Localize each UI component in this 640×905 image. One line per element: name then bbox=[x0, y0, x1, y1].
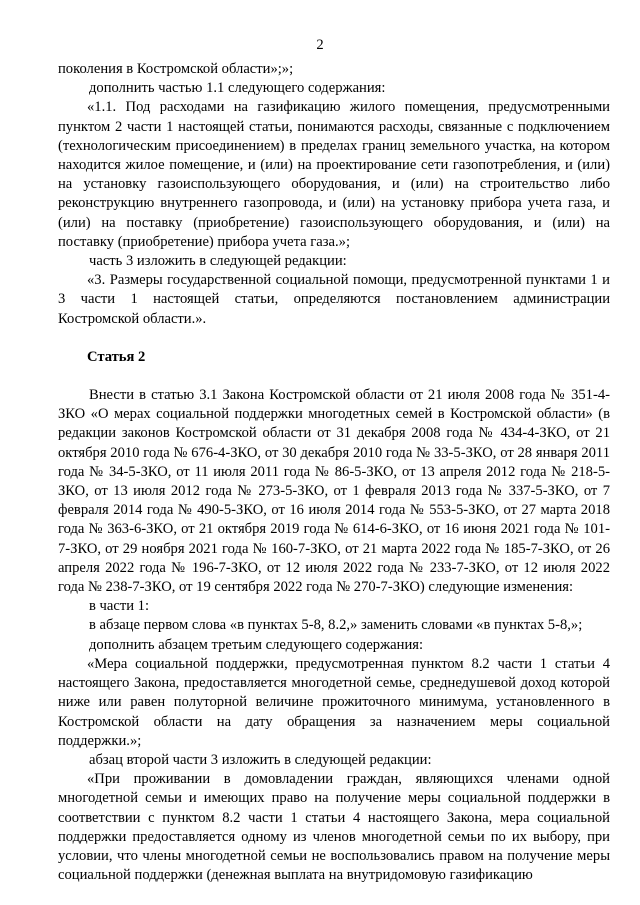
paragraph: в части 1: bbox=[89, 598, 150, 615]
page-number: 2 bbox=[316, 37, 324, 53]
article-heading: Статья 2 bbox=[87, 348, 146, 365]
paragraph: «При проживании в домовладении граждан, являющихся членами одной многодетной семьи и имеющих право на получение меры социальной поддержки в соответствии с пунктом 8.2 части 1 статьи 4 настоящего Закона, мера социальной поддержки предоставляется одному из членов многодетной семьи по их выбору, при условии, что члены многодетной семьи не воспользовались правом на получение меры социальной поддержки (денежная выплата на внутридомовую газификацию bbox=[58, 771, 610, 884]
paragraph: Внести в статью 3.1 Закона Костромской области от 21 июля 2008 года № 351-4-ЗКО «О мерах социальной поддержки многодетных семей в Костромской области» (в редакции законов Костромской области от 31 декабря 2008 года № 434-4-ЗКО, от 21 октября 2010 года № 676-4-ЗКО, от 30 декабря 2010 года № 33-5-ЗКО, от 28 января 2011 года № 34-5-ЗКО, от 11 июля 2011 года № 86-5-ЗКО, от 13 апреля 2012 года № 218-5-ЗКО, от 13 июля 2012 года № 273-5-ЗКО, от 1 февраля 2013 года № 337-5-ЗКО, от 7 февраля 2014 года № 490-5-ЗКО, от 16 июля 2014 года № 553-5-ЗКО, от 27 марта 2018 года № 363-6-ЗКО, от 21 октября 2019 года № 614-6-ЗКО, от 16 июня 2021 года № 101-7-ЗКО, от 29 ноября 2021 года № 160-7-ЗКО, от 21 марта 2022 года № 185-7-ЗКО, от 26 апреля 2022 года № 196-7-ЗКО, от 12 июля 2022 года № 233-7-ЗКО, от 12 июля 2022 года № 238-7-ЗКО, от 19 сентября 2022 года № 270-7-ЗКО) следующие изменения: bbox=[58, 387, 610, 596]
paragraph: поколения в Костромской области»;»; bbox=[58, 61, 294, 77]
document-body bbox=[58, 60, 610, 885]
paragraph: «Мера социальной поддержки, предусмотренная пунктом 8.2 части 1 статьи 4 настоящего Закона, предоставляется многодетной семье, среднедушевой доход которой ниже или равен полуторной величине прожиточного минимума, установленного в Костромской области на дату обращения за назначением меры социальной поддержки.»; bbox=[58, 655, 610, 749]
paragraph: абзац второй части 3 изложить в следующей редакции: bbox=[89, 751, 432, 768]
paragraph: дополнить частью 1.1 следующего содержания: bbox=[89, 80, 386, 97]
paragraph: «1.1. Под расходами на газификацию жилого помещения, предусмотренными пунктом 2 части 1 настоящей статьи, понимаются расходы, связанные с подключением (технологическим присоединением) в пределах границ земельного участка, на котором находится жилое помещение, и (или) на проектирование сети газопотребления, и (или) на установку газоиспользующего оборудования, и (или) на строительство либо реконструкцию внутреннего газопровода, и (или) на установку прибора учета газа, и (или) на поставку (приобретение) газоиспользующего оборудования, и (или) на поставку (приобретение) прибора учета газа.»; bbox=[58, 99, 610, 250]
paragraph: дополнить абзацем третьим следующего содержания: bbox=[89, 636, 424, 653]
paragraph: «3. Размеры государственной социальной помощи, предусмотренной пунктами 1 и 3 части 1 настоящей статьи, определяются постановлением администрации Костромской области.». bbox=[58, 272, 610, 327]
paragraph: в абзаце первом слова «в пунктах 5-8, 8.2,» заменить словами «в пунктах 5-8,»; bbox=[89, 617, 583, 634]
paragraph: часть 3 изложить в следующей редакции: bbox=[89, 253, 347, 270]
